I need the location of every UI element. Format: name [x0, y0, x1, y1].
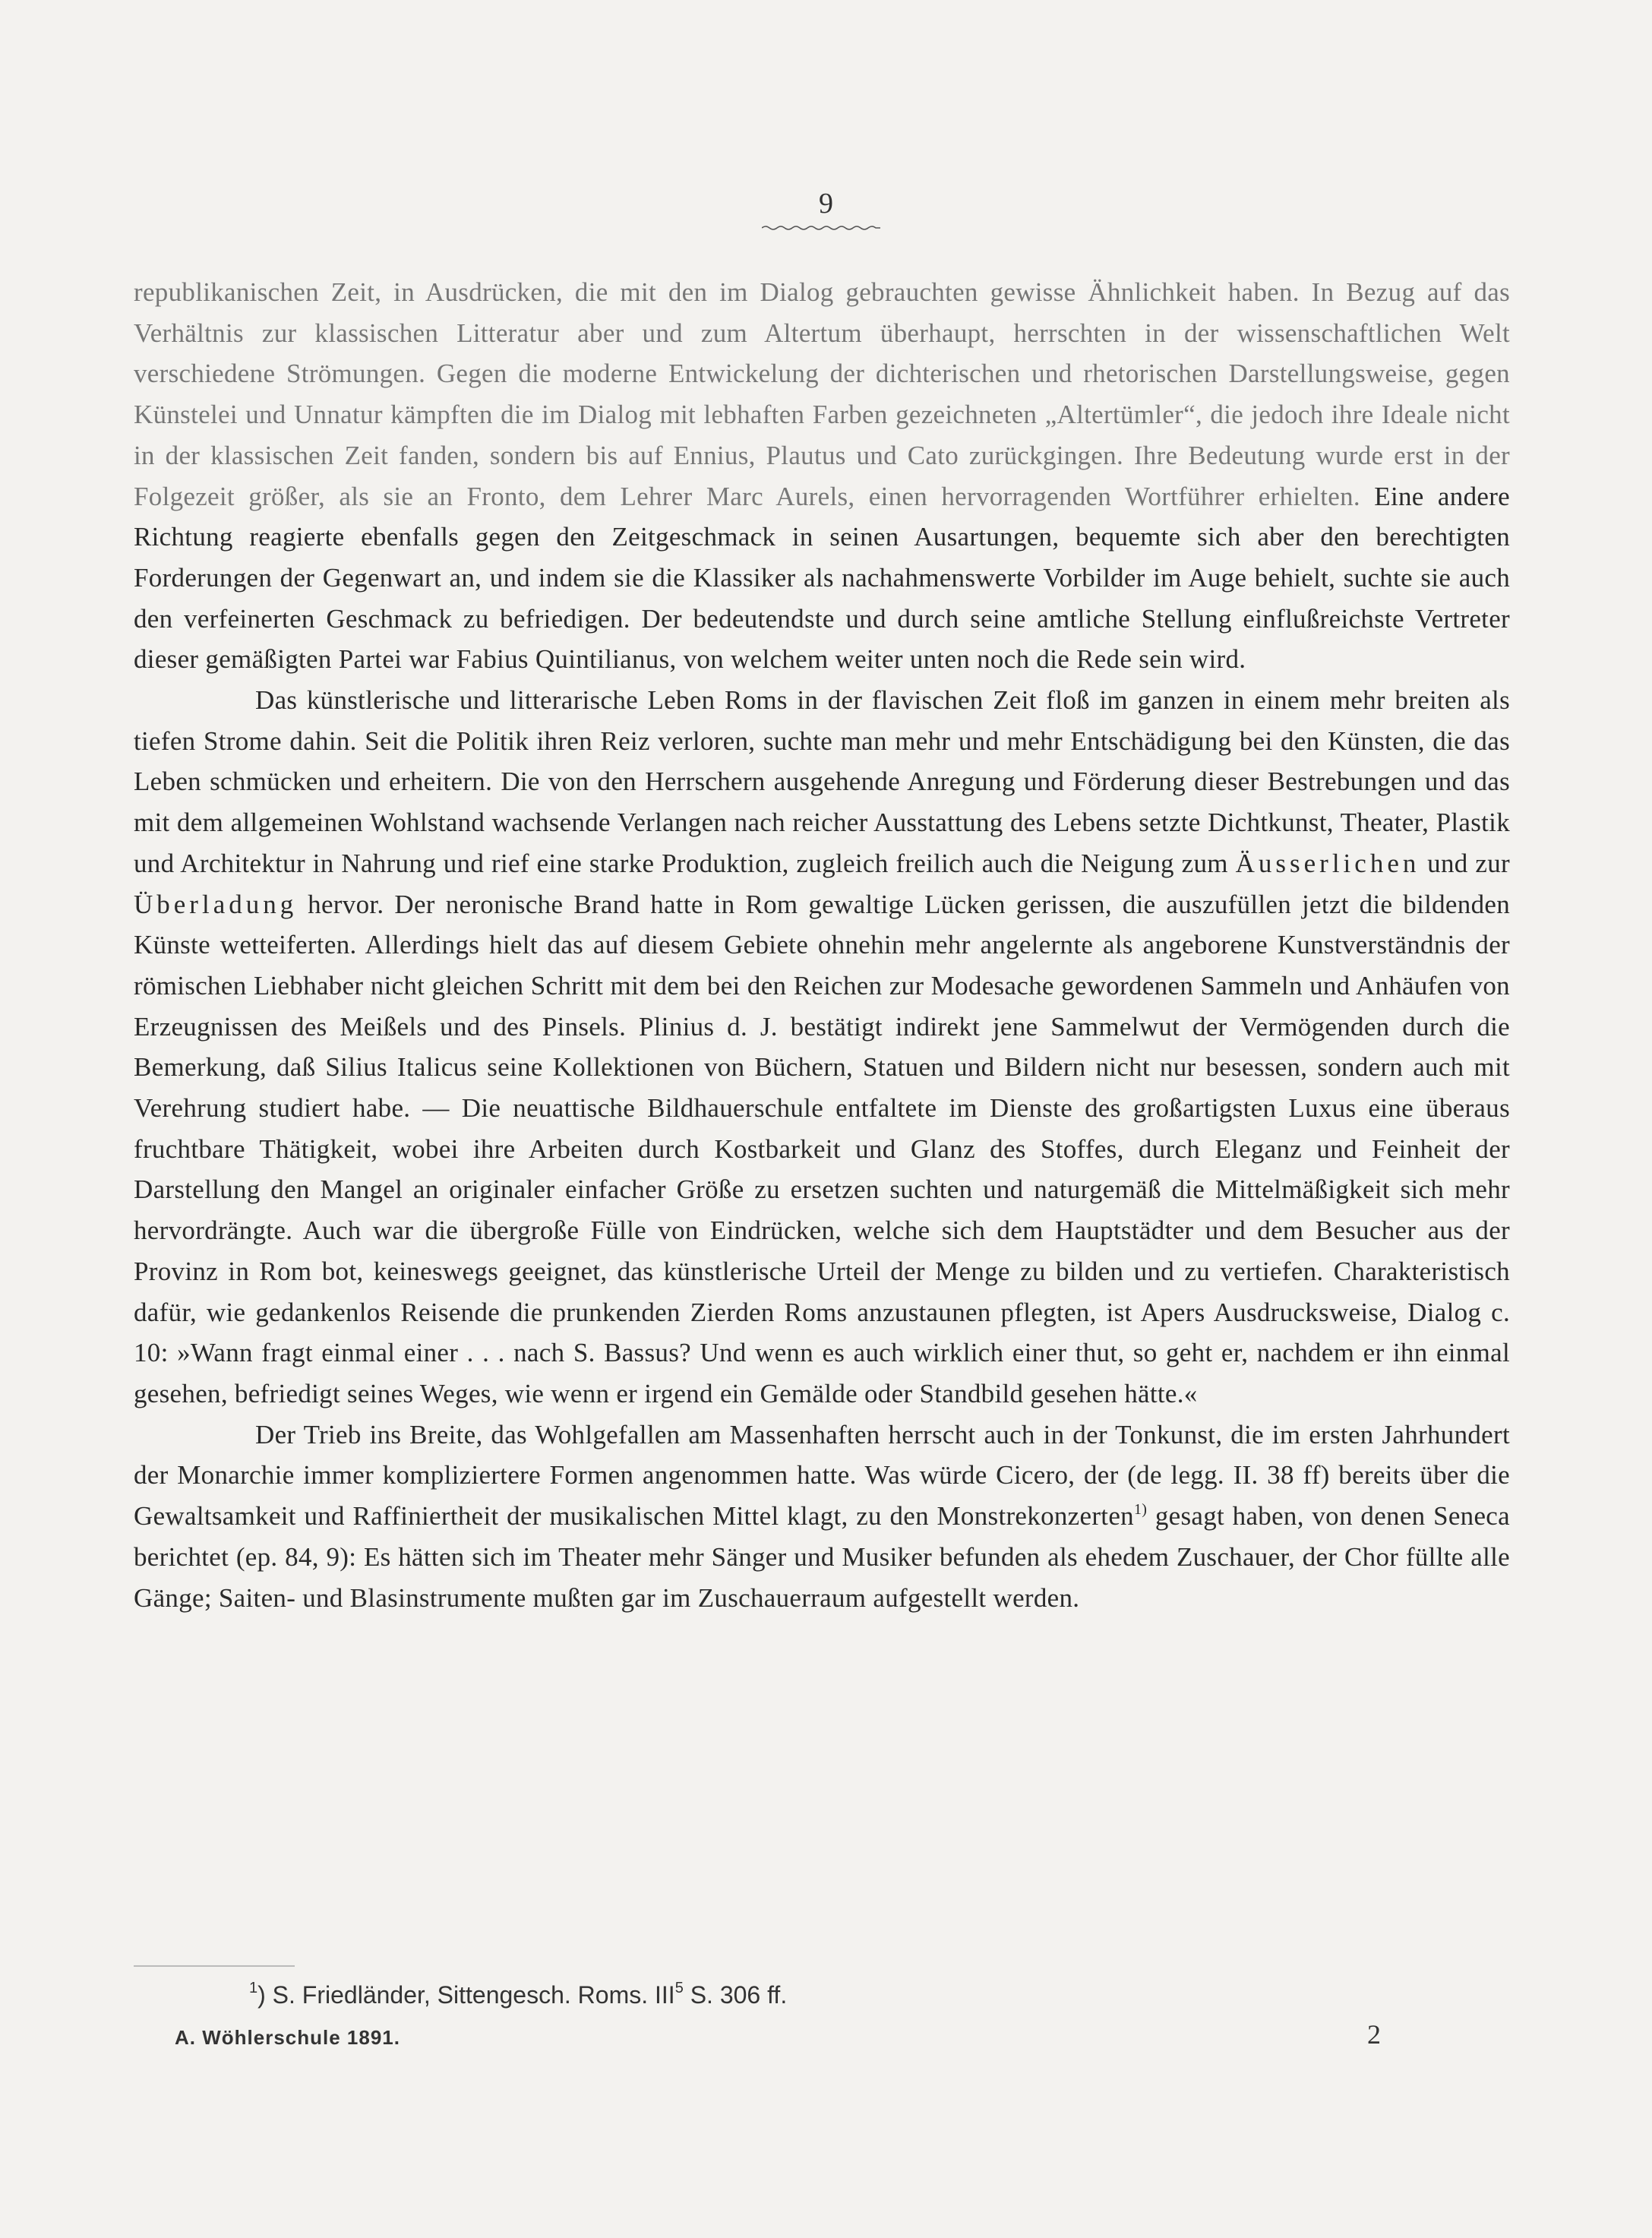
- page-number: 9: [819, 188, 833, 220]
- paragraph-2-text-c: hervor. Der neronische Brand hatte in Rom gewaltige Lücken gerissen, die auszufüllen jetzt die bildenden Künste wetteiferten. Allerdings hielt das auf diesem Gebiete ohnehin mehr angelernte als angeborene Kunstverständnis der römischen Liebhaber nicht gleichen Schritt mit dem bei den Reichen zur Modesache gewordenen Sammeln und Anhäufen von Erzeugnissen des Meißels und des Pinsels. Plinius d. J. bestätigt indirekt jene Sammelwut der Vermögenden durch die Bemerkung, daß Silius Italicus seine Kollektionen von Büchern, Statuen und Bildern nicht nur besessen, sondern auch mit Verehrung studiert habe. — Die neuattische Bildhauerschule entfaltete im Dienste des großartigsten Luxus eine überaus fruchtbare Thätigkeit, wobei ihre Arbeiten durch Kostbarkeit und Glanz des Stoffes, durch Eleganz und Feinheit der Darstellung den Mangel an originaler einfacher Größe zu ersetzen suchten und naturgemäß die Mittelmäßigkeit sich mehr hervordrängte. Auch war die übergroße Fülle von Eindrücken, welche sich dem Hauptstädter und dem Besucher aus der Provinz in Rom bot, keineswegs geeignet, das künstlerische Urteil der Menge zu bilden und zu vertiefen. Charakteristisch dafür, wie gedankenlos Reisende die prunkenden Zierden Roms anzustaunen pflegten, ist Apers Ausdrucksweise, Dialog c. 10: »Wann fragt einmal einer . . . nach S. Bassus? Und wenn es auch wirklich einer thut, so geht er, nachdem er ihn einmal gesehen, befriedigt seines Weges, wie wenn er irgend ein Gemälde oder Standbild gesehen hätte.«: [134, 889, 1510, 1408]
- footnote-edition: 5: [674, 1980, 684, 1996]
- paragraph-3-text-a: Der Trieb ins Breite, das Wohlgefallen am Massenhaften herrscht auch in der Tonkunst, die im ersten Jahrhundert der Monarchie immer kompliziertere Formen angenommen hatte. Was würde Cicero, der (de legg. II. 38 ff) bereits über die Gewaltsamkeit und Raffiniertheit der musikalischen Mittel klagt, zu den Monstrekonzerten: [134, 1419, 1510, 1532]
- page-number-rule: [762, 225, 880, 231]
- paragraph-1-text: Eine andere Richtung reagierte ebenfalls gegen den Zeitgeschmack in seinen Ausartungen, bequemte sich aber den berechtigten Forderungen der Gegenwart an, und indem sie die Klassiker als nachahmenswerte Vorbilder im Auge behielt, suchte sie auch den verfeinerten Geschmack zu befriedigen. Der bedeutendste und durch seine amtliche Stellung einflußreichste Vertreter dieser gemäßigten Partei war Fabius Quintilianus, von welchem weiter unten noch die Rede sein wird.: [134, 481, 1510, 675]
- footnote-text-a: ) S. Friedländer, Sittengesch. Roms. III: [257, 1981, 675, 2009]
- paragraph-2-text-b: und zur: [1420, 848, 1510, 878]
- signature-mark: 2: [1367, 2019, 1381, 2050]
- printer-imprint: A. Wöhlerschule 1891.: [175, 2026, 400, 2049]
- paragraph-1: [134, 272, 1510, 680]
- footnote-marker: 1: [249, 1980, 258, 1996]
- paragraph-1-faded-text: republikanischen Zeit, in Ausdrücken, die mit den im Dialog gebrauchten gewisse Ähnlichkeit haben. In Bezug auf das Verhältnis zur klassischen Litteratur aber und zum Altertum überhaupt, herrschten in der wissenschaftlichen Welt verschiedene Strömungen. Gegen die moderne Entwickelung der dichterischen und rhetorischen Darstellungsweise, gegen Künstelei und Unnatur kämpften die im Dialog mit lebhaften Farben gezeichneten „Altertümler“, die jedoch ihre Ideale nicht in der klassischen Zeit fanden, sondern bis auf Ennius, Plautus und Cato zurückgingen. Ihre Bedeutung wurde erst in der Folgezeit größer, als sie an Fronto, dem Lehrer Marc Aurels, einen hervorragenden Wortführer erhielten.: [134, 277, 1510, 511]
- spaced-word-2: Überladung: [134, 889, 298, 919]
- footnote-reference: 1): [1133, 1501, 1148, 1519]
- footnote-divider: [134, 1965, 295, 1967]
- paragraph-3-text-b: gesagt haben, von denen Seneca berichtet (ep. 84, 9): Es hätten sich im Theater mehr Sänger und Musiker befunden als ehedem Zuschauer, der Chor füllte alle Gänge; Saiten- und Blasinstrumente mußten gar im Zuschauerraum aufgestellt werden.: [134, 1501, 1510, 1613]
- body-text: [134, 272, 1510, 1618]
- spaced-word-1: Äusserlichen: [1235, 848, 1420, 878]
- paragraph-2-text-a: Das künstlerische und litterarische Leben Roms in der flavischen Zeit floß im ganzen in einem mehr breiten als tiefen Strome dahin. Seit die Politik ihren Reiz verloren, suchte man mehr und mehr Entschädigung bei den Künsten, die das Leben schmücken und erheitern. Die von den Herrschern ausgehende Anregung und Förderung dieser Bestrebungen und das mit dem allgemeinen Wohlstand wachsende Verlangen nach reicher Ausstattung des Lebens setzte Dichtkunst, Theater, Plastik und Architektur in Nahrung und rief eine starke Produktion, zugleich freilich auch die Neigung zum: [134, 685, 1510, 878]
- paragraph-2: [134, 680, 1510, 1415]
- paragraph-3: [134, 1415, 1510, 1619]
- footnote: [249, 1981, 787, 2009]
- footnote-text-b: S. 306 ff.: [683, 1981, 788, 2009]
